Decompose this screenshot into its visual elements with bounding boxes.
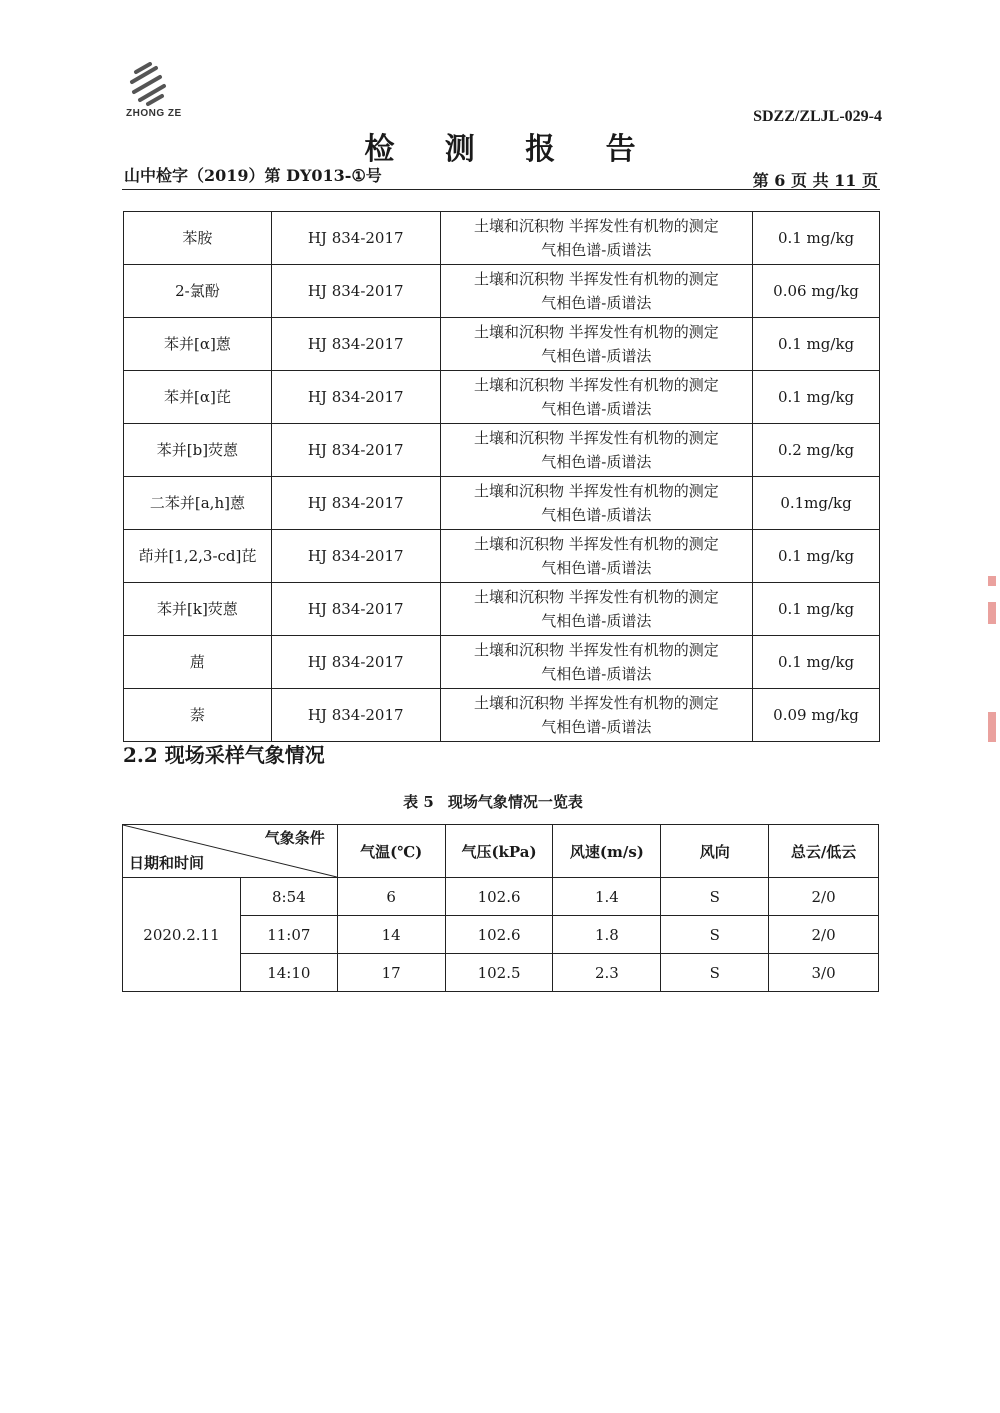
column-header: 气温(℃) xyxy=(337,825,445,878)
seal-fragment xyxy=(988,602,996,624)
table-caption-number: 表 5 xyxy=(403,793,434,811)
cloud-cell: 2/0 xyxy=(769,878,879,916)
method-line: 气相色谱-质谱法 xyxy=(541,400,652,418)
cloud-cell: 3/0 xyxy=(769,954,879,992)
method-line: 气相色谱-质谱法 xyxy=(541,612,652,630)
limit-cell: 0.1 mg/kg xyxy=(753,530,880,583)
table-caption-text: 现场气象情况一览表 xyxy=(447,793,583,811)
standard-cell: HJ 834-2017 xyxy=(271,371,440,424)
method-cell xyxy=(440,265,752,318)
method-cell xyxy=(440,212,752,265)
method-line: 气相色谱-质谱法 xyxy=(541,559,652,577)
report-number: 山中检字（2019）第 DY013-①号 xyxy=(124,166,382,185)
column-header: 气压(kPa) xyxy=(445,825,553,878)
table-row xyxy=(124,583,880,636)
pressure-cell: 102.6 xyxy=(445,878,553,916)
table-row xyxy=(124,265,880,318)
method-line: 土壤和沉积物 半挥发性有机物的测定 xyxy=(473,323,719,341)
wind-speed-cell: 1.4 xyxy=(553,878,661,916)
method-line: 土壤和沉积物 半挥发性有机物的测定 xyxy=(473,376,719,394)
item-cell: 二苯并[a,h]蒽 xyxy=(124,477,272,530)
item-cell: 䓛 xyxy=(124,636,272,689)
date-cell: 2020.2.11 xyxy=(123,878,241,992)
table-row xyxy=(123,878,879,916)
time-cell: 11:07 xyxy=(240,916,337,954)
standard-cell: HJ 834-2017 xyxy=(271,636,440,689)
wind-speed-cell: 1.8 xyxy=(553,916,661,954)
standard-cell: HJ 834-2017 xyxy=(271,477,440,530)
method-cell xyxy=(440,636,752,689)
method-line: 气相色谱-质谱法 xyxy=(541,241,652,259)
method-cell xyxy=(440,583,752,636)
table-row xyxy=(124,424,880,477)
temp-cell: 6 xyxy=(337,878,445,916)
table-row xyxy=(124,636,880,689)
item-cell: 萘 xyxy=(124,689,272,742)
pressure-cell: 102.5 xyxy=(445,954,553,992)
limit-cell: 0.06 mg/kg xyxy=(753,265,880,318)
limit-cell: 0.1 mg/kg xyxy=(753,636,880,689)
item-cell: 茚并[1,2,3-cd]芘 xyxy=(124,530,272,583)
wind-direction-cell: S xyxy=(661,878,769,916)
limit-cell: 0.09 mg/kg xyxy=(753,689,880,742)
time-cell: 8:54 xyxy=(240,878,337,916)
method-cell xyxy=(440,424,752,477)
method-cell xyxy=(440,318,752,371)
method-line: 气相色谱-质谱法 xyxy=(541,294,652,312)
method-line: 土壤和沉积物 半挥发性有机物的测定 xyxy=(473,694,719,712)
limit-cell: 0.1 mg/kg xyxy=(753,318,880,371)
table-row xyxy=(124,212,880,265)
logo-text: ZHONG ZE xyxy=(126,108,182,119)
detection-method-table xyxy=(123,211,880,742)
standard-cell: HJ 834-2017 xyxy=(271,530,440,583)
limit-cell: 0.1 mg/kg xyxy=(753,371,880,424)
column-header: 风速(m/s) xyxy=(553,825,661,878)
item-cell: 苯并[α]蒽 xyxy=(124,318,272,371)
method-line: 气相色谱-质谱法 xyxy=(541,665,652,683)
column-header: 风向 xyxy=(661,825,769,878)
method-line: 土壤和沉积物 半挥发性有机物的测定 xyxy=(473,482,719,500)
method-cell xyxy=(440,530,752,583)
header-divider xyxy=(122,189,880,190)
section-title: 2.2 现场采样气象情况 xyxy=(123,743,325,767)
pressure-cell: 102.6 xyxy=(445,916,553,954)
limit-cell: 0.1 mg/kg xyxy=(753,212,880,265)
page-number: 第 6 页 共 11 页 xyxy=(752,171,878,190)
method-line: 气相色谱-质谱法 xyxy=(541,453,652,471)
method-cell xyxy=(440,371,752,424)
method-cell xyxy=(440,477,752,530)
cloud-cell: 2/0 xyxy=(769,916,879,954)
time-cell: 14:10 xyxy=(240,954,337,992)
temp-cell: 14 xyxy=(337,916,445,954)
table-header-row xyxy=(123,825,879,878)
table-row xyxy=(124,371,880,424)
method-line: 气相色谱-质谱法 xyxy=(541,506,652,524)
wind-direction-cell: S xyxy=(661,916,769,954)
method-line: 气相色谱-质谱法 xyxy=(541,347,652,365)
page-title: 检 测 报 告 xyxy=(364,132,656,167)
method-line: 土壤和沉积物 半挥发性有机物的测定 xyxy=(473,429,719,447)
method-line: 土壤和沉积物 半挥发性有机物的测定 xyxy=(473,535,719,553)
column-header: 总云/低云 xyxy=(769,825,879,878)
temp-cell: 17 xyxy=(337,954,445,992)
diagonal-header-cell xyxy=(123,825,338,878)
item-cell: 苯并[b]荧蒽 xyxy=(124,424,272,477)
seal-fragment xyxy=(988,576,996,586)
table-row xyxy=(124,477,880,530)
method-line: 土壤和沉积物 半挥发性有机物的测定 xyxy=(473,641,719,659)
standard-cell: HJ 834-2017 xyxy=(271,689,440,742)
standard-cell: HJ 834-2017 xyxy=(271,318,440,371)
limit-cell: 0.1 mg/kg xyxy=(753,583,880,636)
standard-cell: HJ 834-2017 xyxy=(271,265,440,318)
wind-speed-cell: 2.3 xyxy=(553,954,661,992)
item-cell: 苯并[k]荧蒽 xyxy=(124,583,272,636)
diagonal-header-bottom: 日期和时间 xyxy=(129,854,205,872)
standard-cell: HJ 834-2017 xyxy=(271,424,440,477)
wind-direction-cell: S xyxy=(661,954,769,992)
method-line: 土壤和沉积物 半挥发性有机物的测定 xyxy=(473,217,719,235)
table-caption xyxy=(0,791,1000,812)
document-code: SDZZ/ZLJL-029-4 xyxy=(753,108,882,125)
item-cell: 苯胺 xyxy=(124,212,272,265)
method-line: 土壤和沉积物 半挥发性有机物的测定 xyxy=(473,588,719,606)
table-row xyxy=(124,689,880,742)
method-line: 土壤和沉积物 半挥发性有机物的测定 xyxy=(473,270,719,288)
table-row xyxy=(124,318,880,371)
limit-cell: 0.2 mg/kg xyxy=(753,424,880,477)
seal-fragment xyxy=(988,712,996,742)
item-cell: 苯并[α]芘 xyxy=(124,371,272,424)
diagonal-header-top: 气象条件 xyxy=(264,829,325,847)
method-cell xyxy=(440,689,752,742)
standard-cell: HJ 834-2017 xyxy=(271,212,440,265)
limit-cell: 0.1mg/kg xyxy=(753,477,880,530)
table-row xyxy=(124,530,880,583)
weather-table xyxy=(122,824,879,992)
standard-cell: HJ 834-2017 xyxy=(271,583,440,636)
method-line: 气相色谱-质谱法 xyxy=(541,718,652,736)
item-cell: 2-氯酚 xyxy=(124,265,272,318)
